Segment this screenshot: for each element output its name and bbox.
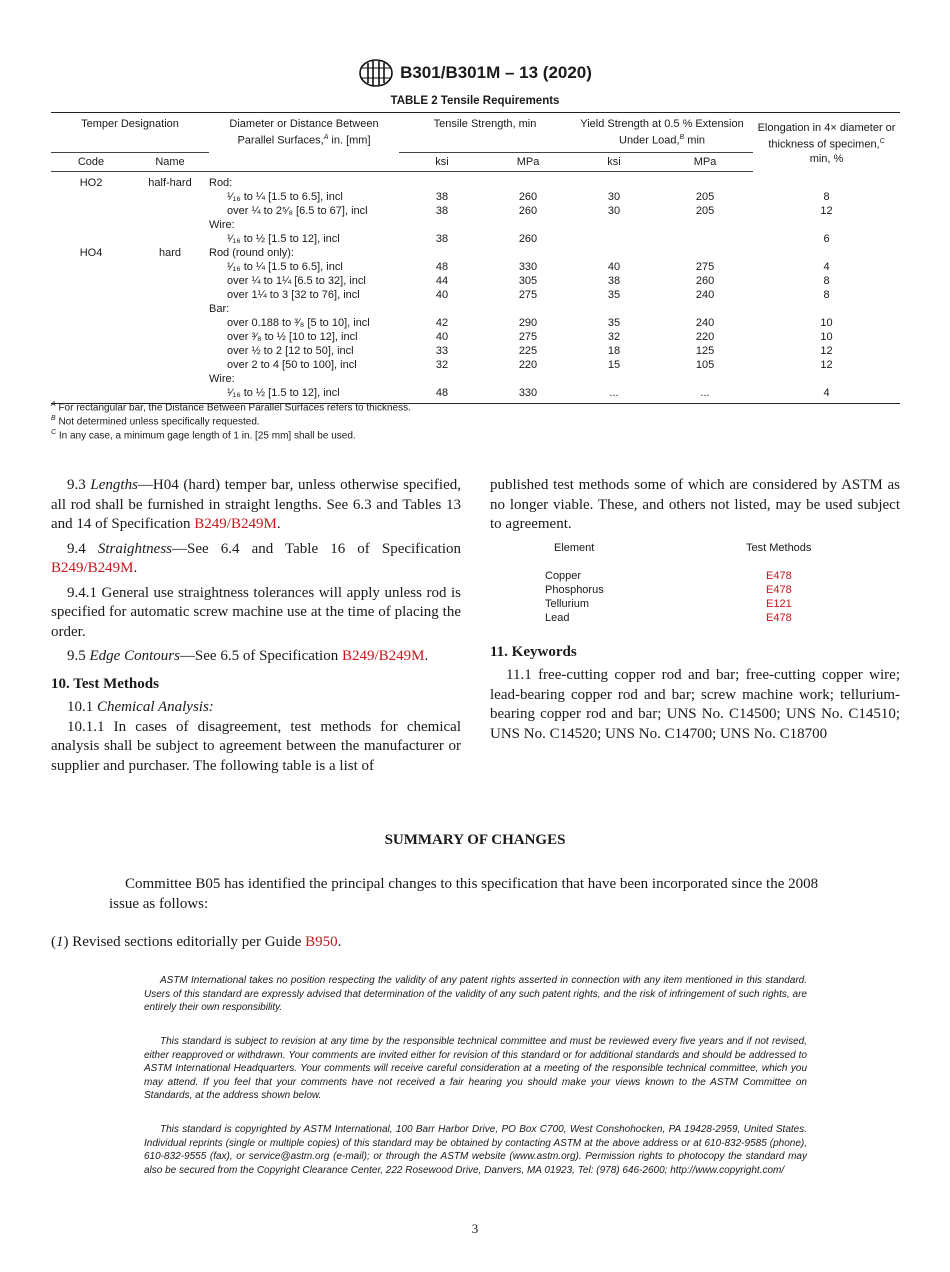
list-item bbox=[545, 569, 845, 583]
footnote-a: $^A$ For rectangular bar, the Distance Between Parallel Surfaces refers to thickness. bbox=[51, 401, 411, 414]
cell-elongation: 4 bbox=[823, 386, 830, 399]
header-tensile-ksi: ksi bbox=[399, 152, 485, 171]
table-row bbox=[51, 344, 900, 358]
link-b249-3[interactable]: B249/B249M bbox=[341, 648, 425, 664]
link-b249-1[interactable]: B249/B249M bbox=[194, 516, 277, 532]
cell-description: over 0.188 to ³⁄₈ [5 to 10], incl bbox=[227, 316, 370, 329]
cell-tensile-mpa bbox=[485, 246, 571, 260]
cell-description: over ¼ to 2⁵⁄₈ [6.5 to 67], incl bbox=[227, 204, 368, 217]
cell-code bbox=[51, 344, 131, 358]
cell-code bbox=[51, 218, 131, 232]
heading-keywords: 11. Keywords bbox=[490, 643, 577, 660]
legal-revision-notice: This standard is subject to revision at any time by the responsible technical committee and must be reviewed every five years and if not revised, either reapproved or withdrawn. Your comments are invited either for revision of this standard or for additional standards and should be addressed to ASTM International Headquarters. Your comments will receive careful consideration at a meeting of the responsible technical committee, which you may attend. If you feel that your comments have not received a fair hearing you should make your views known to the ASTM Committee on Standards, at the address shown below. bbox=[144, 1036, 807, 1102]
cell-tensile-ksi: 38 bbox=[435, 204, 449, 217]
cell-description: over ¼ to 1¼ [6.5 to 32], incl bbox=[227, 274, 366, 287]
cell-tensile-ksi bbox=[399, 372, 485, 386]
cell-description: Bar: bbox=[209, 302, 230, 315]
cell-elongation: 6 bbox=[823, 232, 830, 245]
cell-tensile-ksi: 48 bbox=[435, 260, 449, 273]
section-9-3: 9.3 Lengths—H04 (hard) temper bar, unless otherwise specified, all rod shall be furnished in straight lengths. See 6.3 and Tables 13 and 14 of Specification B249/B249M. bbox=[51, 477, 461, 532]
cell-name bbox=[131, 372, 209, 386]
test-methods-header: Test Methods bbox=[746, 541, 812, 554]
table-row bbox=[51, 246, 900, 260]
cell-tensile-ksi: 44 bbox=[435, 274, 449, 287]
heading-test-methods: 10. Test Methods bbox=[51, 675, 159, 692]
element-name: Tellurium bbox=[545, 597, 590, 610]
cell-tensile-ksi: 40 bbox=[435, 330, 449, 343]
cell-description: ¹⁄₁₆ to ½ [1.5 to 12], incl bbox=[227, 232, 340, 245]
cell-name bbox=[131, 260, 209, 274]
table-row bbox=[51, 330, 900, 344]
cell-description: over 1¼ to 3 [32 to 76], incl bbox=[227, 288, 360, 301]
cell-yield-mpa bbox=[657, 372, 753, 386]
cell-tensile-ksi bbox=[399, 218, 485, 232]
cell-elongation bbox=[753, 171, 900, 190]
footnote-b: $^B$ Not determined unless specifically requested. bbox=[51, 415, 260, 428]
cell-yield-mpa: 220 bbox=[695, 330, 715, 343]
cell-elongation: 12 bbox=[820, 358, 833, 371]
cell-tensile-mpa bbox=[485, 171, 571, 190]
cell-tensile-ksi bbox=[399, 171, 485, 190]
table-row bbox=[51, 288, 900, 302]
cell-yield-ksi: 30 bbox=[607, 204, 621, 217]
section-9-4-1: 9.4.1 General use straightness tolerances will apply unless rod is specified for automatic screw machine use at the time of placing the order. bbox=[51, 584, 461, 640]
right-column bbox=[490, 476, 900, 749]
cell-yield-ksi: 32 bbox=[607, 330, 621, 343]
cell-name bbox=[131, 344, 209, 358]
cell-yield-mpa: 260 bbox=[695, 274, 715, 287]
cell-yield-ksi bbox=[571, 218, 657, 232]
cell-yield-ksi bbox=[571, 232, 657, 246]
document-designation: B301/B301M – 13 (2020) bbox=[400, 63, 592, 82]
cell-description: ¹⁄₁₆ to ¼ [1.5 to 6.5], incl bbox=[227, 260, 343, 273]
table-row bbox=[51, 171, 900, 190]
cell-elongation: 12 bbox=[820, 344, 833, 357]
cell-tensile-mpa bbox=[485, 372, 571, 386]
cell-tensile-ksi: 42 bbox=[435, 316, 449, 329]
cell-yield-mpa: 275 bbox=[695, 260, 715, 273]
section-10-1-1-continued: published test methods some of which are considered by ASTM as no longer viable. These, and others not listed, may be used subject to agreement. bbox=[490, 477, 900, 532]
cell-code bbox=[51, 330, 131, 344]
element-name: Lead bbox=[545, 611, 570, 624]
cell-yield-mpa bbox=[657, 246, 753, 260]
cell-name bbox=[131, 190, 209, 204]
header-elongation: Elongation in 4× diameter or thickness of specimen,$^C$ min, % bbox=[757, 122, 896, 165]
cell-tensile-ksi: 33 bbox=[435, 344, 449, 357]
cell-name bbox=[131, 204, 209, 218]
cell-yield-ksi: ... bbox=[609, 386, 619, 399]
cell-tensile-mpa bbox=[485, 218, 571, 232]
cell-tensile-mpa: 330 bbox=[518, 386, 538, 399]
summary-heading: SUMMARY OF CHANGES bbox=[384, 832, 566, 848]
cell-tensile-mpa bbox=[485, 302, 571, 316]
cell-tensile-ksi: 38 bbox=[435, 232, 449, 245]
section-11-1: 11.1 free-cutting copper rod and bar; free-cutting copper wire; lead-bearing copper rod and bar; screw machine work; tellurium-bearing copper rod and bar; UNS No. C14500; UNS No. C14510; UNS No. C14520; UNS No. C14700; UNS No. C18700 bbox=[490, 667, 900, 742]
cell-code bbox=[51, 372, 131, 386]
table-row bbox=[51, 274, 900, 288]
cell-yield-ksi: 15 bbox=[607, 358, 621, 371]
table-row bbox=[51, 204, 900, 218]
legal-copyright-notice: This standard is copyrighted by ASTM International, 100 Barr Harbor Drive, PO Box C700, West Conshohocken, PA 19428-2959, United States. Individual reprints (single or multiple copies) of this standard may be obtained by contacting ASTM at the above address or at 610-832-9585 (phone), 610-832-9555 (fax), or service@astm.org (e-mail); or through the ASTM website (www.astm.org). Permission rights to photocopy the standard may also be secured from the Copyright Clearance Center, 222 Rosewood Drive, Danvers, MA 01923, Tel: (978) 646-2600; http://www.copyright.com/ bbox=[144, 1124, 807, 1176]
cell-elongation bbox=[753, 302, 900, 316]
cell-yield-ksi: 40 bbox=[607, 260, 621, 273]
cell-code bbox=[51, 316, 131, 330]
cell-description: Rod: bbox=[209, 176, 233, 189]
cell-code: HO2 bbox=[79, 176, 103, 189]
cell-elongation bbox=[753, 218, 900, 232]
cell-yield-ksi bbox=[571, 372, 657, 386]
cell-yield-mpa bbox=[657, 171, 753, 190]
list-item bbox=[545, 583, 845, 597]
header-diameter: Diameter or Distance Between Parallel Surfaces,$^A$ in. [mm] bbox=[229, 118, 379, 147]
cell-yield-mpa: ... bbox=[700, 386, 710, 399]
header-tensile: Tensile Strength, min bbox=[433, 118, 537, 130]
cell-name bbox=[131, 358, 209, 372]
table-row bbox=[51, 358, 900, 372]
cell-yield-ksi: 35 bbox=[607, 316, 621, 329]
left-column bbox=[51, 476, 461, 781]
cell-name bbox=[131, 330, 209, 344]
header-tensile-mpa: MPa bbox=[485, 152, 571, 171]
table-row bbox=[51, 260, 900, 274]
link-b249-2[interactable]: B249/B249M bbox=[51, 560, 134, 576]
cell-tensile-mpa: 260 bbox=[518, 232, 538, 245]
cell-tensile-mpa: 305 bbox=[518, 274, 538, 287]
list-item bbox=[545, 611, 845, 625]
cell-tensile-mpa: 260 bbox=[518, 204, 538, 217]
cell-tensile-ksi: 40 bbox=[435, 288, 449, 301]
summary-item-1: (1) Revised sections editorially per Guide B950. bbox=[51, 934, 342, 950]
cell-tensile-ksi: 48 bbox=[435, 386, 449, 399]
cell-yield-ksi bbox=[571, 171, 657, 190]
cell-elongation: 8 bbox=[823, 274, 830, 287]
element-header: Element bbox=[554, 541, 595, 554]
cell-code bbox=[51, 190, 131, 204]
cell-code bbox=[51, 302, 131, 316]
test-method-link[interactable]: E478 bbox=[766, 583, 792, 596]
section-10-1: 10.1 Chemical Analysis: bbox=[67, 699, 214, 715]
test-method-link[interactable]: E478 bbox=[766, 569, 792, 582]
cell-elongation bbox=[753, 246, 900, 260]
cell-yield-mpa: 240 bbox=[695, 288, 715, 301]
header-yield-mpa: MPa bbox=[657, 152, 753, 171]
table-row bbox=[51, 316, 900, 330]
cell-description: ¹⁄₁₆ to ¼ [1.5 to 6.5], incl bbox=[227, 190, 343, 203]
cell-tensile-ksi bbox=[399, 302, 485, 316]
cell-elongation bbox=[753, 372, 900, 386]
table-row bbox=[51, 232, 900, 246]
cell-name: hard bbox=[158, 246, 182, 259]
cell-elongation: 10 bbox=[820, 330, 833, 343]
header-yield: Yield Strength at 0.5 % Extension Under Load,$^B$ min bbox=[580, 118, 744, 147]
tensile-requirements-table bbox=[51, 112, 900, 404]
cell-code: HO4 bbox=[79, 246, 103, 259]
section-9-4: 9.4 Straightness—See 6.4 and Table 16 of Specification B249/B249M. bbox=[51, 540, 461, 576]
cell-description: over ½ to 2 [12 to 50], incl bbox=[227, 344, 354, 357]
cell-yield-mpa bbox=[657, 218, 753, 232]
cell-name bbox=[131, 316, 209, 330]
cell-code bbox=[51, 358, 131, 372]
cell-name bbox=[131, 218, 209, 232]
cell-yield-mpa bbox=[657, 302, 753, 316]
cell-name bbox=[131, 274, 209, 288]
cell-tensile-mpa: 275 bbox=[518, 330, 538, 343]
cell-yield-ksi: 35 bbox=[607, 288, 621, 301]
cell-code bbox=[51, 204, 131, 218]
cell-description: ¹⁄₁₆ to ½ [1.5 to 12], incl bbox=[227, 386, 340, 399]
cell-yield-mpa: 240 bbox=[695, 316, 715, 329]
cell-yield-mpa bbox=[657, 232, 753, 246]
cell-tensile-mpa: 275 bbox=[518, 288, 538, 301]
cell-elongation: 8 bbox=[823, 288, 830, 301]
test-method-link[interactable]: E478 bbox=[766, 611, 792, 624]
cell-yield-mpa: 205 bbox=[695, 204, 715, 217]
cell-code bbox=[51, 274, 131, 288]
cell-code bbox=[51, 288, 131, 302]
cell-elongation: 12 bbox=[820, 204, 833, 217]
cell-tensile-ksi bbox=[399, 246, 485, 260]
cell-tensile-ksi: 38 bbox=[435, 190, 449, 203]
summary-intro: Committee B05 has identified the principal changes to this specification that have been incorporated since the 2008 issue as follows: bbox=[109, 876, 819, 912]
cell-tensile-mpa: 330 bbox=[518, 260, 538, 273]
cell-yield-ksi: 18 bbox=[607, 344, 621, 357]
cell-name bbox=[131, 288, 209, 302]
cell-tensile-mpa: 290 bbox=[518, 316, 538, 329]
cell-code bbox=[51, 232, 131, 246]
header-temper: Temper Designation bbox=[81, 118, 179, 130]
cell-tensile-mpa: 260 bbox=[518, 190, 538, 203]
header-code: Code bbox=[51, 152, 131, 171]
astm-logo-icon bbox=[358, 58, 394, 88]
cell-yield-ksi bbox=[571, 246, 657, 260]
cell-description: over ³⁄₈ to ½ [10 to 12], incl bbox=[227, 330, 358, 343]
cell-yield-ksi bbox=[571, 302, 657, 316]
section-9-5: 9.5 Edge Contours—See 6.5 of Specification B249/B249M. bbox=[67, 648, 429, 664]
header-yield-ksi: ksi bbox=[571, 152, 657, 171]
section-10-1-1: 10.1.1 In cases of disagreement, test methods for chemical analysis shall be subject to agreement between the manufacturer or supplier and purchaser. The following table is a list of bbox=[51, 718, 461, 774]
test-methods-table bbox=[490, 541, 900, 637]
link-b950[interactable]: B950 bbox=[305, 934, 338, 950]
cell-description: over 2 to 4 [50 to 100], incl bbox=[227, 358, 357, 371]
page-header bbox=[0, 58, 950, 88]
cell-description: Wire: bbox=[209, 218, 235, 231]
cell-elongation: 10 bbox=[820, 316, 833, 329]
cell-yield-mpa: 105 bbox=[695, 358, 715, 371]
header-name: Name bbox=[131, 152, 209, 171]
element-name: Copper bbox=[545, 569, 582, 582]
list-item bbox=[545, 597, 845, 611]
cell-name bbox=[131, 232, 209, 246]
table-row bbox=[51, 218, 900, 232]
cell-code bbox=[51, 260, 131, 274]
table-title: TABLE 2 Tensile Requirements bbox=[390, 95, 560, 107]
cell-tensile-mpa: 220 bbox=[518, 358, 538, 371]
cell-name: half-hard bbox=[148, 176, 192, 189]
cell-yield-mpa: 125 bbox=[695, 344, 715, 357]
cell-elongation: 4 bbox=[823, 260, 830, 273]
footnote-c: $^C$ In any case, a minimum gage length of 1 in. [25 mm] shall be used. bbox=[51, 429, 356, 442]
table-row bbox=[51, 372, 900, 386]
cell-tensile-ksi: 32 bbox=[435, 358, 449, 371]
element-name: Phosphorus bbox=[545, 583, 604, 596]
cell-elongation: 8 bbox=[823, 190, 830, 203]
legal-patent-notice: ASTM International takes no position respecting the validity of any patent rights asserted in connection with any item mentioned in this standard. Users of this standard are expressly advised that determination of the validity of any such patent rights, and the risk of infringement of such rights, are entirely their own responsibility. bbox=[144, 975, 807, 1014]
cell-yield-ksi: 30 bbox=[607, 190, 621, 203]
test-method-link[interactable]: E121 bbox=[766, 597, 792, 610]
cell-name bbox=[131, 302, 209, 316]
cell-description: Wire: bbox=[209, 372, 235, 385]
table-row bbox=[51, 302, 900, 316]
cell-description: Rod (round only): bbox=[209, 246, 294, 259]
table-row bbox=[51, 190, 900, 204]
cell-tensile-mpa: 225 bbox=[518, 344, 538, 357]
cell-yield-mpa: 205 bbox=[695, 190, 715, 203]
cell-yield-ksi: 38 bbox=[607, 274, 621, 287]
page-number: 3 bbox=[471, 1221, 479, 1236]
